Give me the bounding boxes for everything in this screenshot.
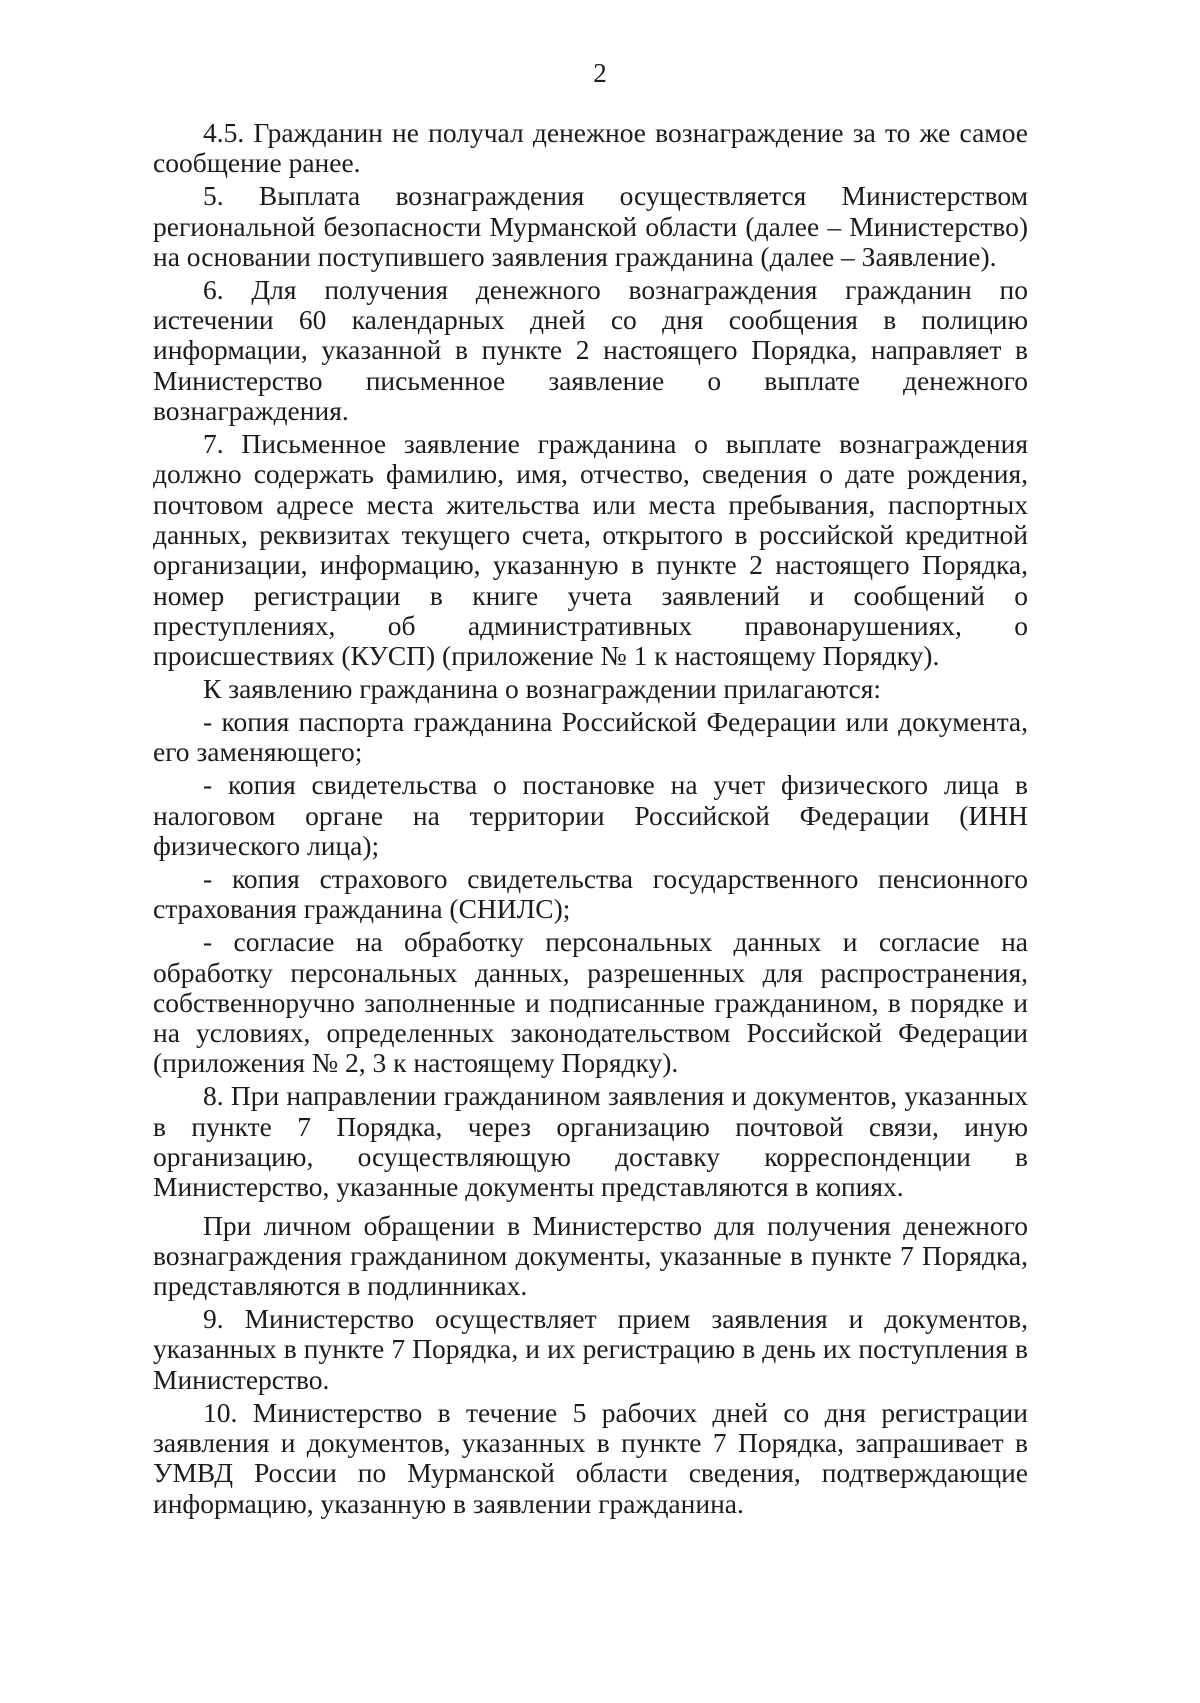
attachment-consent: - согласие на обработку персональных данных и согласие на обработку персональных данных, разрешенных для распространения, собственноручно заполненные и подписанные гражданином, в порядке и на условиях, определенных законодательством Российской Федерации (приложения № 2, 3 к настоящему Порядку).	[153, 926, 1028, 1079]
paragraph-6: 6. Для получения денежного вознаграждения гражданин по истечении 60 календарных дней со дня сообщения в полицию информации, указанной в пункте 2 настоящего Порядка, направляет в Министерство письменное заявление о выплате денежного вознаграждения.	[153, 273, 1028, 427]
paragraph-7: 7. Письменное заявление гражданина о выплате вознаграждения должно содержать фамилию, имя, отчество, сведения о дате рождения, почтовом адресе места жительства или места пребывания, паспортных данных, реквизитах текущего счета, открытого в российской кредитной организации, информацию, указанную в пункте 2 настоящего Порядка, номер регистрации в книге учета заявлений и сообщений о преступлениях, об административных правонарушениях, о происшествиях (КУСП) (приложение № 1 к настоящему Порядку).	[153, 428, 1028, 672]
attachments-intro: К заявлению гражданина о вознаграждении прилагаются:	[203, 673, 882, 705]
paragraph-9: 9. Министерство осуществляет прием заявления и документов, указанных в пункте 7 Порядка, и их регистрацию в день их поступления в Министерство.	[153, 1303, 1028, 1395]
attachment-passport: - копия паспорта гражданина Российской Федерации или документа, его заменяющего;	[153, 706, 1028, 768]
paragraph-8-personal: При личном обращении в Министерство для получения денежного вознаграждения гражданином документы, указанные в пункте 7 Порядка, представляются в подлинниках.	[153, 1209, 1028, 1302]
page-number: 2	[593, 58, 607, 88]
document-body	[153, 118, 1028, 1522]
attachment-inn: - копия свидетельства о постановке на учет физического лица в налоговом органе на территории Российской Федерации (ИНН физического лица);	[153, 769, 1028, 861]
paragraph-8: 8. При направлении гражданином заявления и документов, указанных в пункте 7 Порядка, через организацию почтовой связи, иную организацию, осуществляющую доставку корреспонденции в Министерство, указанные документы представляются в копиях.	[153, 1080, 1028, 1203]
paragraph-10: 10. Министерство в течение 5 рабочих дней со дня регистрации заявления и документов, указанных в пункте 7 Порядка, запрашивает в УМВД России по Мурманской области сведения, подтверждающие информацию, указанную в заявлении гражданина.	[153, 1396, 1028, 1519]
paragraph-5: 5. Выплата вознаграждения осуществляется Министерством региональной безопасности Мурманской области (далее – Министерство) на основании поступившего заявления гражданина (далее – Заявление).	[153, 180, 1028, 272]
attachment-snils: - копия страхового свидетельства государственного пенсионного страхования гражданина (СНИЛС);	[153, 862, 1028, 925]
paragraph-4-5: 4.5. Гражданин не получал денежное вознаграждение за то же самое сообщение ранее.	[153, 117, 1028, 179]
